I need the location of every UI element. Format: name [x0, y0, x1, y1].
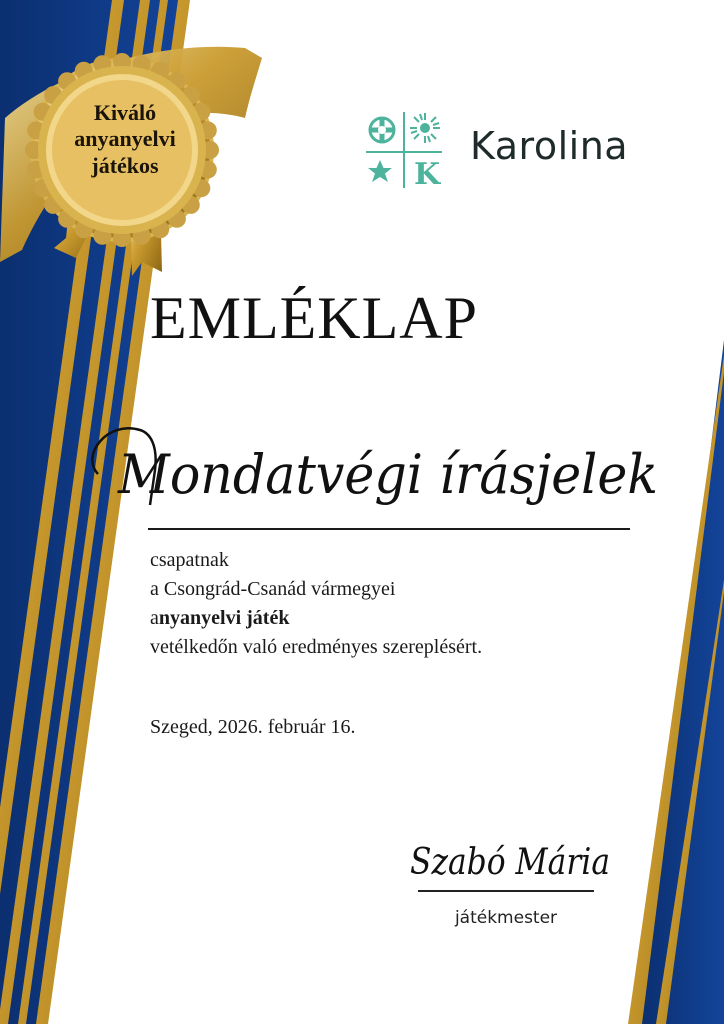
certificate-body — [150, 546, 482, 662]
seal-line: Kiváló — [93, 100, 157, 125]
game-name: nyanyelvi játék — [158, 607, 290, 629]
body-line-prefix: a — [150, 607, 159, 629]
date-line: Szeged, 2026. február 16. — [150, 716, 356, 738]
letter-k-icon: K — [414, 157, 441, 192]
signature-line — [418, 890, 594, 892]
seal-text — [60, 100, 190, 179]
body-line: csapatnak — [150, 549, 229, 571]
seal-line: játékos — [91, 152, 159, 178]
body-line: a Csongrád-Csanád vármegyei — [150, 578, 396, 600]
signer-role: játékmester — [454, 908, 558, 928]
body-line — [150, 604, 482, 633]
signature: Szabó Mária — [410, 842, 610, 883]
team-name: Mondatvégi írásjelek — [117, 443, 659, 506]
brand-name: Karolina — [470, 124, 629, 168]
page-title: EMLÉKLAP — [150, 285, 478, 351]
seal-line: anyanyelvi — [74, 126, 176, 152]
team-name-underline — [148, 528, 630, 530]
body-line: vetélkedőn való eredményes szereplésért. — [150, 636, 483, 658]
